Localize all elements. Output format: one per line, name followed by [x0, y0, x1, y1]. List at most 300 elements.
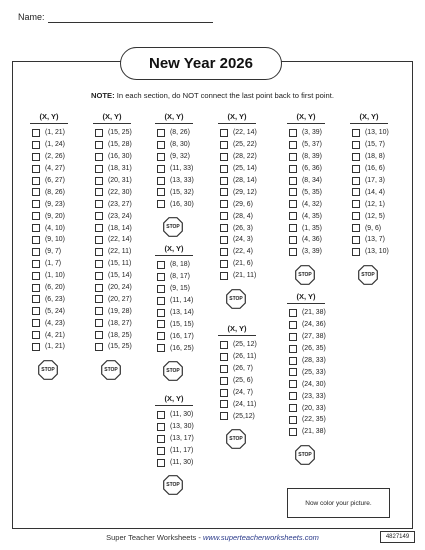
point-checkbox[interactable] [157, 344, 165, 352]
name-line [48, 22, 213, 23]
point-row [32, 234, 68, 246]
point-coordinate: (13, 7) [365, 236, 385, 244]
point-checkbox[interactable] [32, 141, 40, 149]
point-row [289, 151, 325, 163]
point-row [95, 317, 132, 329]
point-coordinate: (27, 38) [302, 333, 326, 341]
point-coordinate: (6, 20) [45, 284, 65, 292]
point-coordinate: (20, 31) [108, 177, 132, 184]
point-coordinate: (26, 7) [233, 365, 253, 373]
point-coordinate: (25, 6) [233, 377, 253, 385]
point-coordinate: (13, 33) [170, 177, 194, 184]
stop-sign-icon [101, 360, 121, 380]
point-coordinate: (13, 10) [365, 248, 389, 256]
section-header: (X, Y) [218, 112, 256, 124]
point-row [220, 151, 257, 163]
point-checkbox[interactable] [289, 165, 297, 173]
point-checkbox[interactable] [157, 332, 165, 340]
point-checkbox[interactable] [352, 200, 360, 208]
point-coordinate: (16, 30) [108, 153, 132, 161]
point-coordinate: (11, 14) [170, 297, 194, 305]
stop-label: STOP [298, 271, 312, 278]
point-row [95, 293, 132, 305]
point-checkbox[interactable] [352, 141, 360, 149]
section-header: (X, Y) [155, 394, 193, 406]
point-row [157, 409, 194, 421]
point-checkbox[interactable] [95, 319, 103, 327]
point-coordinate: (21, 6) [233, 260, 253, 268]
point-checkbox[interactable] [220, 341, 228, 349]
point-checkbox[interactable] [289, 141, 297, 149]
point-checkbox[interactable] [95, 165, 103, 173]
stop-label: STOP [166, 482, 180, 489]
point-checkbox[interactable] [352, 177, 360, 185]
point-checkbox[interactable] [352, 236, 360, 244]
point-coordinate: (4, 21) [45, 331, 65, 339]
point-row [157, 151, 194, 163]
point-checkbox[interactable] [220, 389, 228, 397]
color-instruction: Now color your picture. [305, 499, 372, 507]
point-checkbox[interactable] [157, 423, 165, 431]
point-checkbox[interactable] [220, 212, 228, 220]
stop-sign-icon [226, 289, 246, 309]
point-coordinate: (15, 11) [108, 260, 132, 268]
point-coordinate: (28, 14) [233, 177, 257, 184]
point-row [220, 222, 257, 234]
point-coordinate: (9, 20) [45, 212, 65, 220]
point-coordinate: (20, 33) [302, 404, 326, 412]
point-checkbox[interactable] [289, 321, 297, 329]
point-checkbox[interactable] [157, 447, 165, 455]
point-coordinate: (23, 24) [108, 212, 132, 220]
point-row [32, 341, 68, 353]
stop-sign-icon [38, 360, 58, 380]
point-row [32, 127, 68, 139]
point-checkbox[interactable] [220, 141, 228, 149]
point-row [289, 175, 325, 187]
section-header: (X, Y) [287, 112, 325, 124]
point-coordinate: (8, 39) [302, 153, 322, 161]
point-row [32, 139, 68, 151]
point-coordinate: (25, 14) [233, 165, 257, 173]
point-row [95, 222, 132, 234]
coordinate-section [289, 292, 326, 465]
point-row [157, 283, 194, 295]
point-row [157, 186, 194, 198]
point-checkbox[interactable] [32, 236, 40, 244]
point-checkbox[interactable] [289, 416, 297, 424]
point-checkbox[interactable] [220, 177, 228, 185]
coordinate-section [157, 394, 194, 495]
point-row [95, 210, 132, 222]
point-coordinate: (22, 14) [233, 129, 257, 137]
point-checkbox[interactable] [220, 200, 228, 208]
point-coordinate: (13, 10) [365, 129, 389, 137]
point-row [32, 186, 68, 198]
point-checkbox[interactable] [220, 272, 228, 280]
point-checkbox[interactable] [32, 165, 40, 173]
point-checkbox[interactable] [95, 224, 103, 232]
point-checkbox[interactable] [157, 129, 165, 137]
point-coordinate: (16, 6) [365, 165, 385, 173]
section-header: (X, Y) [350, 112, 388, 124]
point-checkbox[interactable] [95, 177, 103, 185]
point-coordinate: (26, 11) [233, 353, 257, 361]
point-checkbox[interactable] [157, 320, 165, 328]
point-checkbox[interactable] [157, 309, 165, 317]
point-coordinate: (5, 35) [302, 188, 322, 196]
point-coordinate: (26, 35) [302, 345, 326, 353]
point-checkbox[interactable] [95, 200, 103, 208]
point-row [289, 331, 326, 343]
point-coordinate: (15, 28) [108, 141, 132, 149]
point-coordinate: (23, 33) [302, 392, 326, 400]
point-coordinate: (3, 39) [302, 129, 322, 137]
point-row [289, 378, 326, 390]
point-checkbox[interactable] [32, 260, 40, 268]
point-coordinate: (29, 12) [233, 188, 257, 196]
point-row [32, 151, 68, 163]
instruction-note [0, 91, 425, 100]
point-row [157, 421, 194, 433]
point-checkbox[interactable] [352, 188, 360, 196]
point-row [157, 127, 194, 139]
point-checkbox[interactable] [157, 188, 165, 196]
point-row [220, 246, 257, 258]
point-checkbox[interactable] [352, 248, 360, 256]
point-checkbox[interactable] [352, 224, 360, 232]
page-title: New Year 2026 [149, 55, 253, 72]
coordinate-section [220, 112, 257, 309]
point-row [289, 343, 326, 355]
point-coordinate: (13, 17) [170, 435, 194, 443]
point-coordinate: (1, 35) [302, 224, 322, 232]
point-checkbox[interactable] [95, 307, 103, 315]
stop-sign-icon [163, 217, 183, 237]
point-row [32, 210, 68, 222]
point-checkbox[interactable] [352, 165, 360, 173]
point-row [95, 151, 132, 163]
point-row [220, 398, 257, 410]
point-coordinate: (21, 11) [233, 272, 257, 280]
point-row [157, 295, 194, 307]
section-header: (X, Y) [218, 324, 256, 336]
stop-label: STOP [166, 224, 180, 231]
coordinate-section [157, 112, 194, 237]
point-checkbox[interactable] [32, 224, 40, 232]
stop-label: STOP [104, 366, 118, 373]
point-checkbox[interactable] [32, 307, 40, 315]
point-row [32, 305, 68, 317]
point-row [95, 163, 132, 175]
point-coordinate: (4, 35) [302, 212, 322, 220]
point-checkbox[interactable] [289, 212, 297, 220]
point-coordinate: (2, 26) [45, 153, 65, 161]
point-coordinate: (4, 10) [45, 224, 65, 232]
point-coordinate: (26, 3) [233, 224, 253, 232]
point-row [157, 259, 194, 271]
point-coordinate: (12, 1) [365, 200, 385, 208]
point-checkbox[interactable] [289, 404, 297, 412]
point-checkbox[interactable] [289, 129, 297, 137]
point-row [95, 341, 132, 353]
point-checkbox[interactable] [220, 365, 228, 373]
point-checkbox[interactable] [220, 248, 228, 256]
point-checkbox[interactable] [95, 129, 103, 137]
coordinate-section [289, 112, 325, 285]
point-coordinate: (22, 14) [108, 236, 132, 244]
point-checkbox[interactable] [289, 224, 297, 232]
point-row [352, 163, 389, 175]
coordinate-section [32, 112, 68, 380]
point-row [352, 210, 389, 222]
point-checkbox[interactable] [220, 224, 228, 232]
point-row [352, 139, 389, 151]
point-coordinate: (21, 38) [302, 309, 326, 317]
point-row [289, 127, 325, 139]
point-checkbox[interactable] [352, 153, 360, 161]
point-coordinate: (20, 27) [108, 295, 132, 303]
point-row [95, 127, 132, 139]
point-coordinate: (22, 4) [233, 248, 253, 256]
point-checkbox[interactable] [289, 177, 297, 185]
point-coordinate: (5, 37) [302, 141, 322, 149]
point-row [289, 210, 325, 222]
point-checkbox[interactable] [352, 212, 360, 220]
point-checkbox[interactable] [289, 200, 297, 208]
point-coordinate: (1, 21) [45, 129, 65, 137]
point-checkbox[interactable] [157, 297, 165, 305]
point-coordinate: (4, 36) [302, 236, 322, 244]
point-checkbox[interactable] [220, 353, 228, 361]
point-checkbox[interactable] [32, 212, 40, 220]
point-checkbox[interactable] [157, 200, 165, 208]
point-row [157, 307, 194, 319]
point-coordinate: (15, 32) [170, 188, 194, 196]
point-row [352, 186, 389, 198]
point-checkbox[interactable] [32, 153, 40, 161]
point-coordinate: (15, 25) [108, 129, 132, 137]
point-checkbox[interactable] [157, 177, 165, 185]
section-header: (X, Y) [287, 292, 325, 304]
point-checkbox[interactable] [95, 236, 103, 244]
point-checkbox[interactable] [220, 236, 228, 244]
point-checkbox[interactable] [157, 153, 165, 161]
point-checkbox[interactable] [32, 200, 40, 208]
point-row [32, 293, 68, 305]
point-row [95, 234, 132, 246]
point-coordinate: (25, 12) [233, 341, 257, 349]
point-row [95, 139, 132, 151]
point-row [32, 282, 68, 294]
point-row [95, 198, 132, 210]
point-checkbox[interactable] [220, 129, 228, 137]
point-checkbox[interactable] [157, 411, 165, 419]
point-checkbox[interactable] [32, 295, 40, 303]
point-checkbox[interactable] [95, 260, 103, 268]
title-banner [120, 47, 282, 80]
point-row [289, 198, 325, 210]
point-checkbox[interactable] [95, 212, 103, 220]
point-checkbox[interactable] [220, 188, 228, 196]
point-checkbox[interactable] [32, 319, 40, 327]
point-coordinate: (25, 33) [302, 368, 326, 376]
point-row [289, 319, 326, 331]
stop-sign-icon [295, 265, 315, 285]
point-checkbox[interactable] [157, 273, 165, 281]
point-coordinate: (11, 33) [170, 165, 194, 173]
point-coordinate: (6, 27) [45, 177, 65, 184]
point-row [220, 363, 257, 375]
point-checkbox[interactable] [32, 272, 40, 280]
point-coordinate: (21, 38) [302, 428, 326, 436]
point-coordinate: (8, 34) [302, 177, 322, 184]
point-checkbox[interactable] [32, 177, 40, 185]
point-checkbox[interactable] [32, 129, 40, 137]
point-row [157, 342, 194, 354]
section-header: (X, Y) [155, 112, 193, 124]
stop-label: STOP [166, 368, 180, 375]
point-row [289, 307, 326, 319]
point-row [220, 387, 257, 399]
point-row [352, 234, 389, 246]
point-coordinate: (22, 35) [302, 416, 326, 424]
point-row [32, 163, 68, 175]
point-coordinate: (25,12) [233, 412, 255, 420]
point-checkbox[interactable] [32, 343, 40, 351]
point-checkbox[interactable] [157, 285, 165, 293]
point-coordinate: (25, 22) [233, 141, 257, 149]
point-row [157, 318, 194, 330]
point-row [95, 282, 132, 294]
point-checkbox[interactable] [289, 392, 297, 400]
point-checkbox[interactable] [157, 141, 165, 149]
point-checkbox[interactable] [95, 272, 103, 280]
point-coordinate: (22, 11) [108, 248, 132, 256]
point-checkbox[interactable] [220, 260, 228, 268]
point-checkbox[interactable] [289, 309, 297, 317]
point-checkbox[interactable] [289, 368, 297, 376]
point-checkbox[interactable] [95, 284, 103, 292]
point-coordinate: (18, 14) [108, 224, 132, 232]
point-row [157, 445, 194, 457]
point-checkbox[interactable] [95, 343, 103, 351]
point-row [289, 366, 326, 378]
point-coordinate: (15, 7) [365, 141, 385, 149]
point-checkbox[interactable] [32, 188, 40, 196]
point-coordinate: (13, 14) [170, 309, 194, 316]
point-coordinate: (1, 21) [45, 343, 65, 351]
point-checkbox[interactable] [289, 236, 297, 244]
point-checkbox[interactable] [157, 261, 165, 269]
name-label: Name: [18, 12, 45, 22]
point-coordinate: (16, 30) [170, 200, 194, 208]
point-checkbox[interactable] [289, 345, 297, 353]
point-checkbox[interactable] [220, 412, 228, 420]
point-checkbox[interactable] [220, 153, 228, 161]
point-row [95, 270, 132, 282]
point-checkbox[interactable] [95, 295, 103, 303]
point-checkbox[interactable] [220, 400, 228, 408]
point-coordinate: (9, 23) [45, 200, 65, 208]
point-row [157, 457, 194, 469]
point-checkbox[interactable] [289, 248, 297, 256]
point-coordinate: (12, 5) [365, 212, 385, 220]
point-checkbox[interactable] [220, 377, 228, 385]
coordinate-section [220, 324, 257, 449]
point-checkbox[interactable] [157, 435, 165, 443]
section-header: (X, Y) [93, 112, 131, 124]
point-coordinate: (9, 10) [45, 236, 65, 244]
point-coordinate: (15, 14) [108, 272, 132, 280]
point-row [32, 270, 68, 282]
point-coordinate: (14, 4) [365, 188, 385, 196]
point-row [157, 330, 194, 342]
point-checkbox[interactable] [95, 141, 103, 149]
section-header: (X, Y) [155, 244, 193, 256]
point-row [352, 222, 389, 234]
point-checkbox[interactable] [289, 188, 297, 196]
point-coordinate: (19, 28) [108, 307, 132, 315]
point-row [289, 234, 325, 246]
point-coordinate: (5, 24) [45, 307, 65, 315]
point-checkbox[interactable] [289, 357, 297, 365]
point-checkbox[interactable] [289, 333, 297, 341]
point-coordinate: (29, 6) [233, 200, 253, 208]
point-checkbox[interactable] [32, 331, 40, 339]
point-row [220, 258, 257, 270]
point-row [32, 246, 68, 258]
point-coordinate: (24, 30) [302, 380, 326, 388]
point-checkbox[interactable] [289, 380, 297, 388]
point-coordinate: (8, 18) [170, 261, 190, 269]
point-coordinate: (16, 17) [170, 332, 194, 340]
point-checkbox[interactable] [95, 248, 103, 256]
point-row [32, 317, 68, 329]
point-row [289, 139, 325, 151]
point-checkbox[interactable] [95, 188, 103, 196]
point-checkbox[interactable] [32, 248, 40, 256]
point-coordinate: (6, 36) [302, 165, 322, 173]
footer-url[interactable]: www.superteacherworksheets.com [202, 533, 319, 542]
point-coordinate: (28, 33) [302, 357, 326, 364]
point-checkbox[interactable] [289, 153, 297, 161]
point-coordinate: (17, 3) [365, 177, 385, 184]
point-checkbox[interactable] [157, 459, 165, 467]
point-coordinate: (3, 39) [302, 248, 322, 256]
point-coordinate: (15, 15) [170, 320, 194, 328]
point-row [289, 222, 325, 234]
point-row [352, 246, 389, 258]
point-checkbox[interactable] [289, 428, 297, 436]
point-checkbox[interactable] [220, 165, 228, 173]
point-coordinate: (8, 26) [45, 188, 65, 196]
note-text: In each section, do NOT connect the last point back to first point. [116, 91, 334, 100]
point-checkbox[interactable] [157, 165, 165, 173]
point-coordinate: (8, 17) [170, 273, 190, 281]
point-row [220, 163, 257, 175]
point-coordinate: (8, 30) [170, 141, 190, 149]
point-row [32, 175, 68, 187]
footer [0, 533, 425, 542]
stop-label: STOP [229, 436, 243, 443]
point-checkbox[interactable] [32, 284, 40, 292]
point-checkbox[interactable] [95, 153, 103, 161]
point-row [32, 222, 68, 234]
point-checkbox[interactable] [352, 129, 360, 137]
point-checkbox[interactable] [95, 331, 103, 339]
point-row [352, 127, 389, 139]
